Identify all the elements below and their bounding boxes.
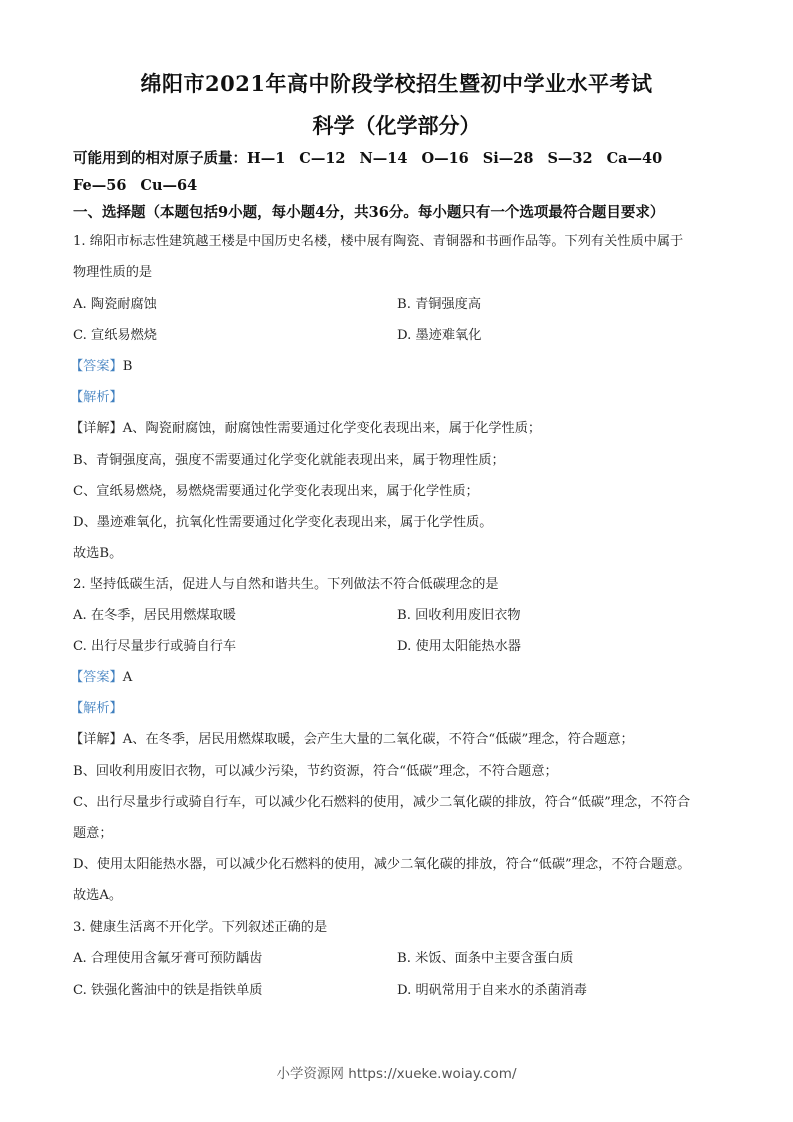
q2-detail-line-4: 题意； <box>73 826 113 841</box>
q1-analysis-label: 【解析】 <box>70 390 123 405</box>
q1-option-c: C. 宣纸易燃烧 <box>73 328 157 343</box>
q2-detail-line-3: C、出行尽量步行或骑自行车，可以减少化石燃料的使用，减少二氧化碳的排放，符合“低碳”理念，不符合 <box>73 795 691 810</box>
q2-detail-line-1 <box>70 731 634 749</box>
answer-value: B <box>122 359 133 374</box>
atomic-mass-cu: Cu—64 <box>140 177 198 194</box>
atomic-mass-h: H—1 <box>247 150 286 167</box>
footer-watermark: 小学资源网 https://xueke.woiay.com/ <box>276 1066 517 1082</box>
q3-option-c: C. 铁强化酱油中的铁是指铁单质 <box>73 983 263 998</box>
q2-detail-line-5: D、使用太阳能热水器，可以减少化石燃料的使用，减少二氧化碳的排放，符合“低碳”理念，不符合题意。 <box>73 857 691 872</box>
atomic-mass-s: S—32 <box>547 150 593 167</box>
q2-conclusion: 故选A。 <box>73 888 123 903</box>
q3-option-a: A. 合理使用含氟牙膏可预防龋齿 <box>73 951 263 966</box>
q1-detail-line-1 <box>70 420 541 438</box>
answer-label: 【答案】 <box>70 359 123 374</box>
q2-analysis-label: 【解析】 <box>70 701 123 716</box>
q2-option-a: A. 在冬季，居民用燃煤取暖 <box>73 608 236 623</box>
exam-title: 绵阳市2021年高中阶段学校招生暨初中学业水平考试 <box>140 71 653 96</box>
q2-detail-line-2: B、回收利用废旧衣物，可以减少污染，节约资源，符合“低碳”理念，不符合题意； <box>73 764 558 779</box>
detail-text: A、陶瓷耐腐蚀，耐腐蚀性需要通过化学变化表现出来，属于化学性质； <box>122 421 542 436</box>
q2-option-b: B. 回收利用废旧衣物 <box>397 608 521 623</box>
detail-label: 【详解】 <box>70 421 123 436</box>
q1-conclusion: 故选B。 <box>73 546 123 561</box>
q1-answer <box>70 358 132 376</box>
answer-label: 【答案】 <box>70 670 123 685</box>
q1-detail-line-4: D、墨迹难氧化，抗氧化性需要通过化学变化表现出来，属于化学性质。 <box>73 515 493 530</box>
q1-option-b: B. 青铜强度高 <box>397 297 482 312</box>
q3-stem: 3. 健康生活离不开化学。下列叙述正确的是 <box>73 920 328 935</box>
atomic-mass-o: O—16 <box>421 150 469 167</box>
q1-stem-line-1: 1. 绵阳市标志性建筑越王楼是中国历史名楼，楼中展有陶瓷、青铜器和书画作品等。下列有关性质中属于 <box>73 234 684 249</box>
atomic-mass-n: N—14 <box>359 150 408 167</box>
exam-subtitle: 科学（化学部分） <box>312 113 481 138</box>
q1-option-d: D. 墨迹难氧化 <box>397 328 482 343</box>
atomic-masses-line-2 <box>73 177 197 195</box>
atomic-mass-ca: Ca—40 <box>606 150 663 167</box>
atomic-mass-fe: Fe—56 <box>73 177 127 194</box>
q1-detail-line-3: C、宣纸易燃烧，易燃烧需要通过化学变化表现出来，属于化学性质； <box>73 484 479 499</box>
atomic-mass-si: Si—28 <box>482 150 534 167</box>
q2-stem: 2. 坚持低碳生活，促进人与自然和谐共生。下列做法不符合低碳理念的是 <box>73 577 499 592</box>
detail-text: A、在冬季，居民用燃煤取暖，会产生大量的二氧化碳，不符合“低碳”理念，符合题意； <box>122 732 634 747</box>
q2-answer <box>70 669 132 687</box>
q2-option-d: D. 使用太阳能热水器 <box>397 639 521 654</box>
atomic-masses-label: 可能用到的相对原子质量： <box>73 150 247 167</box>
q1-stem-line-2: 物理性质的是 <box>73 265 153 280</box>
q3-option-b: B. 米饭、面条中主要含蛋白质 <box>397 951 574 966</box>
section-heading: 一、选择题（本题包括9小题，每小题4分，共36分。每小题只有一个选项最符合题目要求） <box>73 204 665 221</box>
q1-detail-line-2: B、青铜强度高，强度不需要通过化学变化就能表现出来，属于物理性质； <box>73 453 505 468</box>
detail-label: 【详解】 <box>70 732 123 747</box>
q2-option-c: C. 出行尽量步行或骑自行车 <box>73 639 237 654</box>
atomic-masses-line-1 <box>73 150 662 168</box>
answer-value: A <box>122 670 133 685</box>
q1-option-a: A. 陶瓷耐腐蚀 <box>73 297 157 312</box>
q3-option-d: D. 明矾常用于自来水的杀菌消毒 <box>397 983 587 998</box>
atomic-mass-c: C—12 <box>299 150 346 167</box>
